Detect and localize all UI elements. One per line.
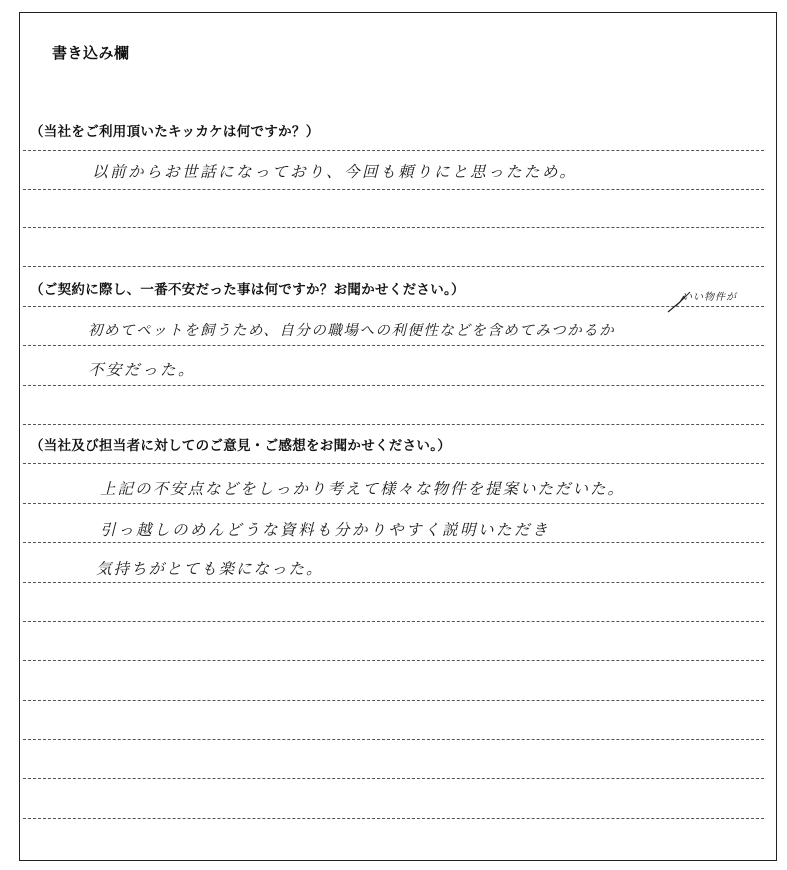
answer-3-line-1: 上記の不安点などをしっかり考えて様々な物件を提案いただいた。 [100,480,626,498]
answer-2-line-1: 初めてペットを飼うため、自分の職場への利便性などを含めてみつかるか [88,323,616,339]
question-2: （ご契約に際し、一番不安だった事は何ですか？お聞かせください。） [30,282,465,298]
form-title: 書き込み欄 [52,44,130,62]
insert-note: いい物件が [682,292,737,303]
question-3: （当社及び担当者に対してのご意見・ご感想をお聞かせください。） [30,438,452,454]
answer-1-line-1: 以前からお世話になっており、今回も頼りにと思ったため。 [92,163,578,181]
answer-3-line-3: 気持ちがとても楽になった。 [96,560,324,578]
answer-2-line-2: 不安だった。 [88,361,197,379]
answer-3-line-2: 引っ越しのめんどうな資料も分かりやすく説明いただき [100,521,551,539]
question-1: （当社をご利用頂いたキッカケは何ですか？） [30,124,320,140]
